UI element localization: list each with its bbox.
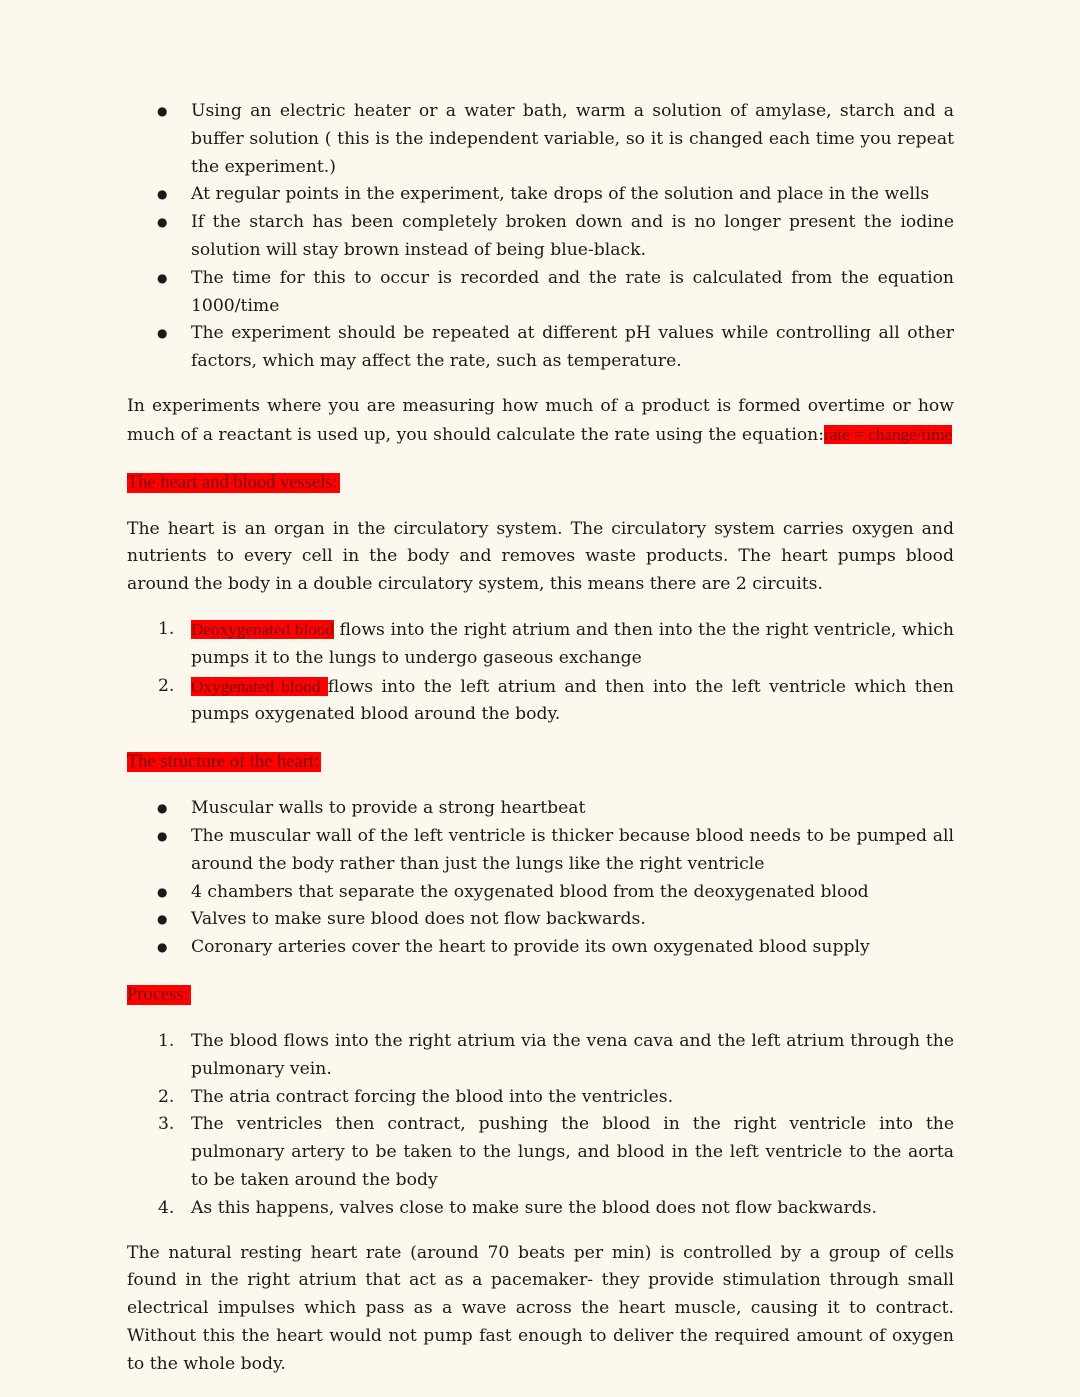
list-item-text: flows into the right atrium and then into the the right ventricle, which pumps it to the lungs to undergo gaseous exchange	[191, 619, 954, 668]
list-item-text: As this happens, valves close to make sure the blood does not flow backwards.	[191, 1197, 877, 1218]
list-item: ● The experiment should be repeated at different pH values while controlling all other factors, which may affect the rate, such as temperature.	[127, 320, 954, 376]
list-item: ● If the starch has been completely broken down and is no longer present the iodine solution will stay brown instead of being blue-black.	[127, 209, 954, 265]
rate-paragraph	[127, 393, 954, 450]
list-item: ● 4 chambers that separate the oxygenated blood from the deoxygenated blood	[127, 879, 954, 907]
deoxygenated-blood-highlight: Deoxygenated blood	[191, 619, 334, 639]
list-number: 1.	[158, 1030, 175, 1051]
list-item	[127, 1028, 954, 1084]
list-item-text: The atria contract forcing the blood into the ventricles.	[191, 1086, 674, 1107]
oxygenated-blood-highlight: Oxygenated blood	[191, 676, 328, 696]
method-steps-list	[127, 98, 954, 376]
list-item	[127, 1195, 954, 1223]
list-item	[127, 1084, 954, 1112]
list-number: 2.	[158, 675, 175, 696]
structure-section-heading	[127, 748, 954, 776]
list-item	[127, 616, 954, 673]
list-item: ● The time for this to occur is recorded and the rate is calculated from the equation 1000/time	[127, 265, 954, 321]
list-item: ● The muscular wall of the left ventricle is thicker because blood needs to be pumped all around the body rather than just the lungs like the right ventricle	[127, 823, 954, 879]
list-item: ● Coronary arteries cover the heart to provide its own oxygenated blood supply	[127, 934, 954, 962]
list-number: 1.	[158, 618, 175, 639]
list-item: ● At regular points in the experiment, take drops of the solution and place in the wells	[127, 181, 954, 209]
heart-rate-paragraph: The natural resting heart rate (around 70 beats per min) is controlled by a group of cells found in the right atrium that act as a pacemaker- they provide stimulation through small electrical impulses which pass as a wave across the heart muscle, causing it to contract. Without this the heart would not pump fast enough to deliver the required amount of oxygen to the whole body.	[127, 1242, 954, 1374]
list-item-text: The ventricles then contract, pushing the blood in the right ventricle into the pulmonary artery to be taken to the lungs, and blood in the left ventricle to the aorta to be taken around the body	[191, 1114, 954, 1190]
list-number: 2.	[158, 1086, 175, 1107]
heart-section-heading	[127, 469, 954, 497]
circuits-list	[127, 616, 954, 729]
page-content	[127, 98, 954, 1378]
heading-highlight: Process:	[127, 984, 189, 1005]
heart-intro-paragraph: The heart is an organ in the circulatory system. The circulatory system carries oxygen and nutrients to every cell in the body and removes waste products. The heart pumps blood around the body in a double circulatory system, this means there are 2 circuits.	[127, 518, 954, 595]
list-item-text: flows into the left atrium and then into the left ventricle which then pumps oxygenated blood around the body.	[191, 676, 954, 725]
list-item: ● Using an electric heater or a water bath, warm a solution of amylase, starch and a buffer solution ( this is the independent variable, so it is changed each time you repeat the experiment.)	[127, 98, 954, 181]
heading-highlight: The heart and blood vessels:	[127, 472, 338, 493]
heading-highlight: The structure of the heart:	[127, 752, 320, 773]
structure-list	[127, 795, 954, 962]
list-item: ● Muscular walls to provide a strong heartbeat	[127, 795, 954, 823]
list-item-text: The blood flows into the right atrium via the vena cava and the left atrium through the pulmonary vein.	[191, 1030, 954, 1079]
process-section-heading	[127, 981, 954, 1009]
list-number: 3.	[158, 1114, 175, 1135]
process-steps-list	[127, 1028, 954, 1223]
list-item: ● Valves to make sure blood does not flow backwards.	[127, 906, 954, 934]
rate-equation-highlight: rate = change/time	[824, 424, 953, 444]
list-item	[127, 673, 954, 730]
list-number: 4.	[158, 1197, 175, 1218]
list-item	[127, 1111, 954, 1194]
rate-paragraph-text: In experiments where you are measuring how much of a product is formed overtime or how much of a reactant is used up, you should calculate the rate using the equation:	[127, 395, 954, 445]
